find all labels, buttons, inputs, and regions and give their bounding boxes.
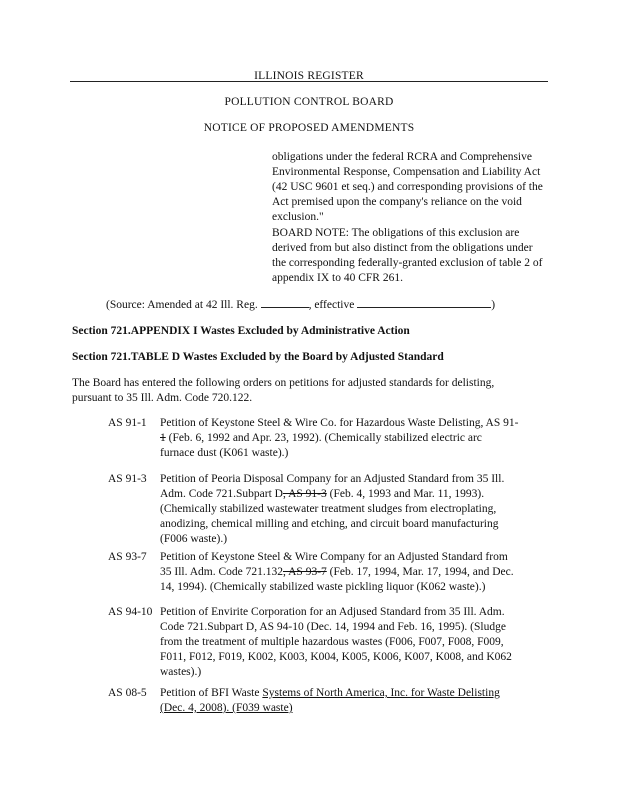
text-line: (42 USC 9601 et seq.) and corresponding provisions of the	[272, 181, 543, 193]
petition-number: AS 91-3	[108, 473, 147, 485]
deleted-text: 1	[160, 432, 166, 444]
header-rule	[70, 81, 548, 82]
text-line: (F006 waste).)	[160, 533, 228, 545]
effective-date-blank	[357, 296, 491, 308]
petition-description	[160, 605, 558, 680]
list-item	[108, 605, 558, 681]
text-line: Environmental Response, Compensation and Liability Act	[272, 166, 541, 178]
intro-paragraph	[72, 376, 552, 406]
text-line: Petition of Envirite Corporation for an Adjused Standard from 35 Ill. Adm.	[160, 606, 505, 618]
section-appendix-i-heading: Section 721.APPENDIX I Wastes Excluded by Administrative Action	[72, 325, 410, 337]
text-line: wastes).)	[160, 666, 202, 678]
petition-number: AS 94-10	[108, 606, 153, 618]
text-line: Petition of Peoria Disposal Company for an Adjusted Standard from 35 Ill.	[160, 473, 505, 485]
register-title: ILLINOIS REGISTER	[254, 70, 364, 82]
notice-title: NOTICE OF PROPOSED AMENDMENTS	[203, 122, 415, 134]
added-text: Systems of North America, Inc. for Waste Delisting	[262, 687, 500, 699]
text-line: exclusion."	[272, 211, 324, 223]
text-line: BOARD NOTE: The obligations of this exclusion are	[272, 227, 520, 239]
text-line: derived from but also distinct from the obligations under	[272, 242, 533, 254]
text-line: the corresponding federally-granted exclusion of table 2 of	[272, 257, 543, 269]
text-line: F011, F012, F019, K002, K003, K004, K005, K006, K007, K008, and K062	[160, 651, 512, 663]
section-table-d-heading: Section 721.TABLE D Wastes Excluded by the Board by Adjusted Standard	[72, 351, 444, 363]
text-line: Code 721.Subpart D, AS 94-10 (Dec. 14, 1994 and Feb. 16, 1995). (Sludge	[160, 621, 506, 633]
petition-description	[160, 686, 558, 716]
text-line: The Board has entered the following orders on petitions for adjusted standards for delisting,	[72, 377, 495, 389]
list-item	[108, 416, 558, 462]
text-line: 1 (Feb. 6, 1992 and Apr. 23, 1992). (Chemically stabilized electric arc	[160, 432, 482, 444]
list-item	[108, 686, 558, 718]
text-line: Act premised upon the company's reliance on the void	[272, 196, 522, 208]
text-line: anodizing, chemical milling and etching, and circuit board manufacturing	[160, 518, 499, 530]
source-prefix: (Source: Amended at 42 Ill. Reg.	[106, 299, 261, 311]
text-line: Petition of BFI Waste Systems of North America, Inc. for Waste Delisting	[160, 687, 500, 699]
petition-description	[160, 550, 558, 595]
source-suffix: )	[491, 299, 496, 311]
text-line	[160, 701, 558, 716]
petition-number: AS 93-7	[108, 551, 147, 563]
added-text: (Dec. 4, 2008). (F039 waste)	[160, 702, 293, 714]
list-item	[108, 550, 558, 596]
text-line: Petition of Keystone Steel & Wire Co. for Hazardous Waste Delisting, AS 91-	[160, 417, 519, 429]
text-line: (Chemically stabilized wastewater treatment sludges from electroplating,	[160, 503, 497, 515]
text-line: 35 Ill. Adm. Code 721.132, AS 93-7 (Feb. 17, 1994, Mar. 17, 1994, and Dec.	[160, 566, 514, 578]
petition-description	[160, 472, 558, 547]
petition-number: AS 91-1	[108, 417, 147, 429]
list-item	[108, 472, 558, 548]
text-line: furnace dust (K061 waste).)	[160, 447, 289, 459]
deleted-text: , AS 91-3	[282, 488, 327, 500]
text-line: Petition of Keystone Steel & Wire Company for an Adjusted Standard from	[160, 551, 508, 563]
board-note	[272, 226, 572, 286]
text-line: appendix IX to 40 CFR 261.	[272, 272, 403, 284]
text-line: obligations under the federal RCRA and Comprehensive	[272, 151, 532, 163]
source-middle: , effective	[308, 299, 358, 311]
exclusion-continuation	[272, 150, 572, 225]
board-title: POLLUTION CONTROL BOARD	[224, 96, 394, 108]
deleted-text: , AS 93-7	[283, 566, 327, 578]
text-line: Adm. Code 721.Subpart D, AS 91-3 (Feb. 4, 1993 and Mar. 11, 1993).	[160, 488, 485, 500]
text-line: 14, 1994). (Chemically stabilized waste pickling liquor (K062 waste).)	[160, 581, 486, 593]
text-line: pursuant to 35 Ill. Adm. Code 720.122.	[72, 392, 253, 404]
petition-number: AS 08-5	[108, 687, 147, 699]
register-blank	[261, 296, 309, 308]
petition-description	[160, 416, 558, 461]
source-line	[106, 296, 536, 313]
text-line: from the treatment of multiple hazardous wastes (F006, F007, F008, F009,	[160, 636, 504, 648]
